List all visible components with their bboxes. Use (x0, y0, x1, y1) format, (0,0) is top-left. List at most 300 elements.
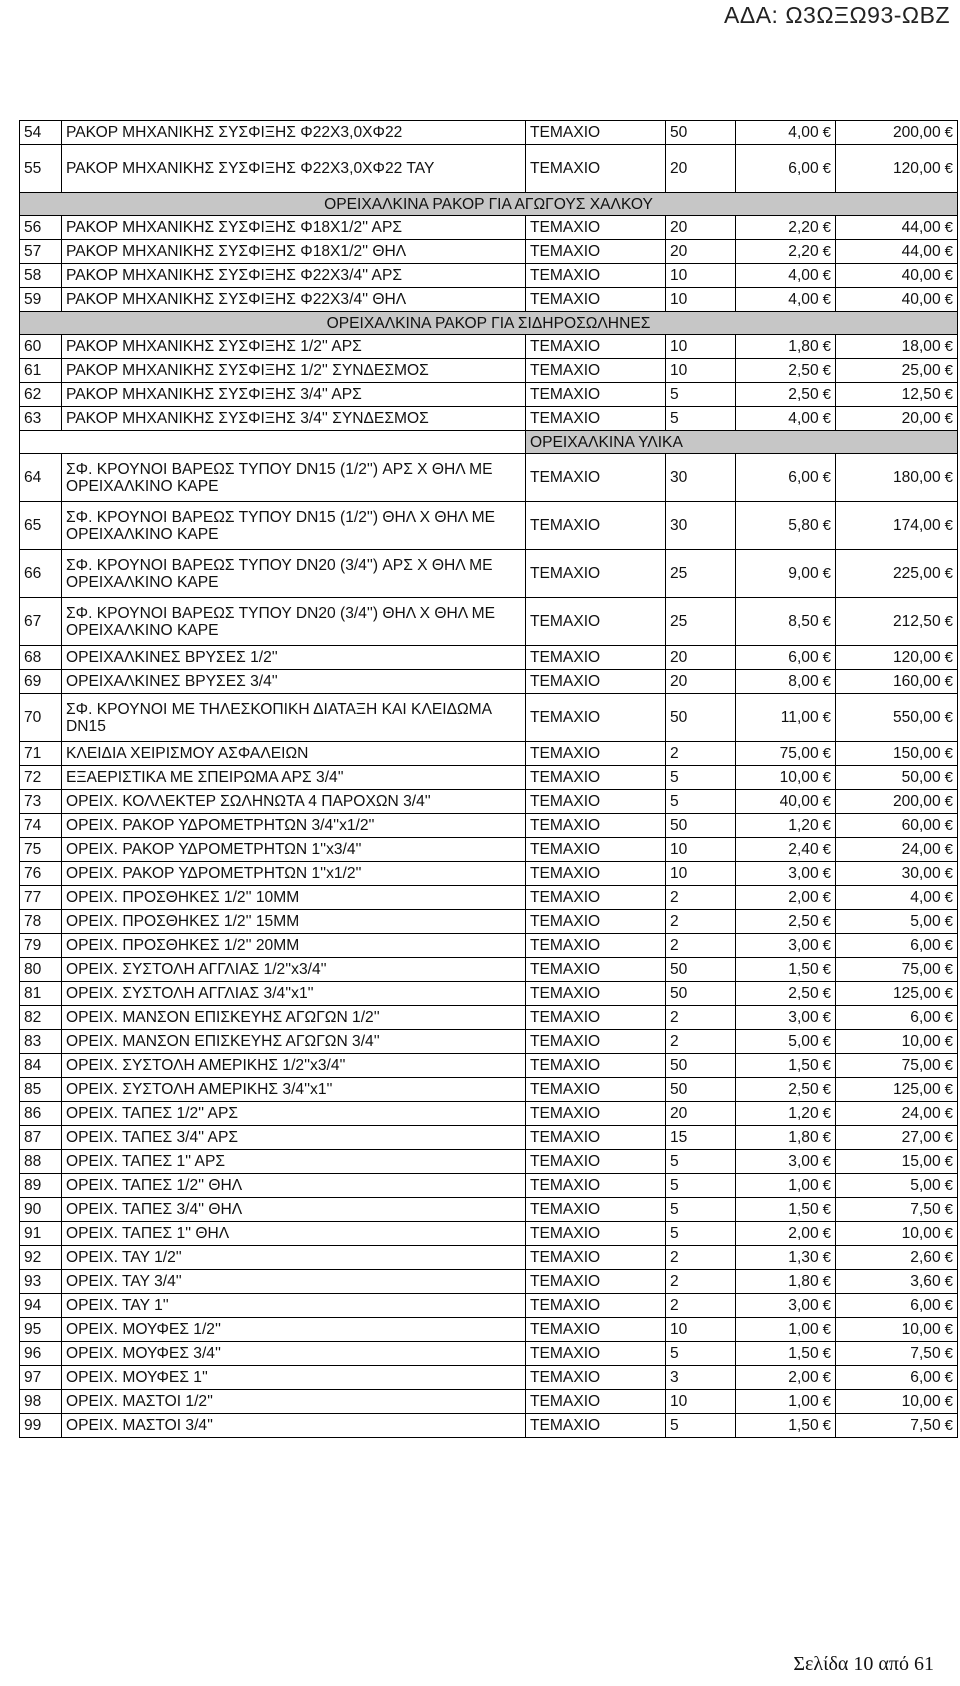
unit-price-value: 1,00 (788, 1393, 819, 1410)
euro-symbol: € (822, 1201, 831, 1218)
euro-symbol: € (944, 865, 953, 882)
item-total-cell (836, 1414, 958, 1438)
item-unit-cell: ΤΕΜΑΧΙΟ (526, 1294, 666, 1318)
item-quantity-cell: 5 (666, 1174, 736, 1198)
item-description-cell: ΟΡΕΙΧ. ΜΑΝΣΟΝ ΕΠΙΣΚΕΥΗΣ ΑΓΩΓΩΝ 1/2'' (62, 1006, 526, 1030)
total-value: 120,00 (892, 649, 941, 666)
total-value: 75,00 (901, 961, 941, 978)
euro-symbol: € (822, 961, 831, 978)
item-total-cell (836, 838, 958, 862)
item-total-cell (836, 240, 958, 264)
item-total-cell (836, 1270, 958, 1294)
table-row (20, 670, 958, 694)
item-total-cell (836, 1126, 958, 1150)
item-total-cell (836, 1294, 958, 1318)
item-total-cell (836, 790, 958, 814)
item-number-cell: 60 (20, 335, 62, 359)
item-unit-price-cell (736, 240, 836, 264)
item-unit-price-cell (736, 1366, 836, 1390)
item-quantity-cell: 10 (666, 264, 736, 288)
euro-symbol: € (822, 673, 831, 690)
euro-symbol: € (822, 889, 831, 906)
item-description-cell: ΡΑΚΟΡ ΜΗΧΑΝΙΚΗΣ ΣΥΣΦΙΞΗΣ Φ22Χ3/4'' ΑΡΣ (62, 264, 526, 288)
euro-symbol: € (822, 1345, 831, 1362)
total-value: 6,00 (910, 1009, 941, 1026)
euro-symbol: € (822, 124, 831, 141)
total-value: 75,00 (901, 1057, 941, 1074)
euro-symbol: € (822, 1321, 831, 1338)
item-unit-cell: ΤΕΜΑΧΙΟ (526, 1102, 666, 1126)
table-row (20, 1222, 958, 1246)
item-number-cell: 99 (20, 1414, 62, 1438)
item-description-cell: ΣΦ. ΚΡΟΥΝΟΙ ΜΕ ΤΗΛΕΣΚΟΠΙΚΗ ΔΙΑΤΑΞΗ ΚΑΙ ΚΛΕΙΔΩΜΑ DN15 (62, 694, 526, 742)
table-row (20, 1390, 958, 1414)
item-unit-price-cell (736, 335, 836, 359)
item-unit-price-cell (736, 145, 836, 193)
euro-symbol: € (944, 410, 953, 427)
total-value: 160,00 (892, 673, 941, 690)
item-quantity-cell: 50 (666, 814, 736, 838)
item-description-cell: ΟΡΕΙΧ. ΠΡΟΣΘΗΚΕΣ 1/2'' 20ΜΜ (62, 934, 526, 958)
item-quantity-cell: 10 (666, 288, 736, 312)
unit-price-value: 1,00 (788, 1321, 819, 1338)
unit-price-value: 4,00 (788, 267, 819, 284)
item-number-cell: 96 (20, 1342, 62, 1366)
item-unit-cell: ΤΕΜΑΧΙΟ (526, 862, 666, 886)
euro-symbol: € (822, 160, 831, 177)
item-total-cell (836, 934, 958, 958)
total-value: 7,50 (910, 1345, 941, 1362)
item-description-cell: ΟΡΕΙΧ. ΠΡΟΣΘΗΚΕΣ 1/2'' 15ΜΜ (62, 910, 526, 934)
item-quantity-cell: 20 (666, 240, 736, 264)
item-total-cell (836, 550, 958, 598)
euro-symbol: € (944, 961, 953, 978)
item-unit-cell: ΤΕΜΑΧΙΟ (526, 1342, 666, 1366)
euro-symbol: € (822, 410, 831, 427)
item-total-cell (836, 1222, 958, 1246)
euro-symbol: € (944, 1249, 953, 1266)
item-number-cell: 77 (20, 886, 62, 910)
item-quantity-cell: 50 (666, 121, 736, 145)
item-quantity-cell: 30 (666, 454, 736, 502)
total-value: 10,00 (901, 1225, 941, 1242)
euro-symbol: € (944, 1033, 953, 1050)
item-description-cell: ΡΑΚΟΡ ΜΗΧΑΝΙΚΗΣ ΣΥΣΦΙΞΗΣ 3/4'' ΑΡΣ (62, 383, 526, 407)
euro-symbol: € (944, 1057, 953, 1074)
table-row (20, 790, 958, 814)
item-unit-cell: ΤΕΜΑΧΙΟ (526, 958, 666, 982)
item-unit-price-cell (736, 407, 836, 431)
item-description-cell: ΟΡΕΙΧ. ΤΑΥ 1'' (62, 1294, 526, 1318)
item-total-cell (836, 862, 958, 886)
euro-symbol: € (822, 1057, 831, 1074)
item-total-cell (836, 1342, 958, 1366)
item-number-cell: 95 (20, 1318, 62, 1342)
unit-price-value: 8,50 (788, 613, 819, 630)
item-number-cell: 58 (20, 264, 62, 288)
item-number-cell: 64 (20, 454, 62, 502)
unit-price-value: 4,00 (788, 291, 819, 308)
unit-price-value: 1,50 (788, 1417, 819, 1434)
euro-symbol: € (944, 1369, 953, 1386)
item-unit-price-cell (736, 1318, 836, 1342)
item-quantity-cell: 30 (666, 502, 736, 550)
item-quantity-cell: 5 (666, 766, 736, 790)
item-description-cell: ΡΑΚΟΡ ΜΗΧΑΝΙΚΗΣ ΣΥΣΦΙΞΗΣ Φ18Χ1/2'' ΑΡΣ (62, 216, 526, 240)
item-unit-cell: ΤΕΜΑΧΙΟ (526, 1078, 666, 1102)
item-unit-cell: ΤΕΜΑΧΙΟ (526, 1246, 666, 1270)
euro-symbol: € (944, 793, 953, 810)
section-blank-cell (20, 431, 526, 454)
item-number-cell: 75 (20, 838, 62, 862)
euro-symbol: € (822, 709, 831, 726)
table-row (20, 1102, 958, 1126)
item-unit-price-cell (736, 1150, 836, 1174)
item-quantity-cell: 10 (666, 359, 736, 383)
euro-symbol: € (822, 1153, 831, 1170)
unit-price-value: 1,80 (788, 1129, 819, 1146)
euro-symbol: € (822, 1033, 831, 1050)
item-quantity-cell: 3 (666, 1366, 736, 1390)
item-unit-price-cell (736, 982, 836, 1006)
item-description-cell: ΟΡΕΙΧ. ΤΑΥ 3/4'' (62, 1270, 526, 1294)
item-quantity-cell: 2 (666, 1246, 736, 1270)
item-quantity-cell: 5 (666, 1342, 736, 1366)
euro-symbol: € (944, 1273, 953, 1290)
item-quantity-cell: 10 (666, 1390, 736, 1414)
unit-price-value: 9,00 (788, 565, 819, 582)
item-quantity-cell: 10 (666, 335, 736, 359)
item-total-cell (836, 407, 958, 431)
item-unit-price-cell (736, 1030, 836, 1054)
euro-symbol: € (822, 1225, 831, 1242)
table-row (20, 1078, 958, 1102)
item-number-cell: 63 (20, 407, 62, 431)
items-table-body (20, 121, 958, 1438)
euro-symbol: € (822, 1393, 831, 1410)
table-row (20, 886, 958, 910)
table-row (20, 1246, 958, 1270)
item-number-cell: 59 (20, 288, 62, 312)
item-description-cell: ΟΡΕΙΧ. ΤΑΠΕΣ 3/4'' ΑΡΣ (62, 1126, 526, 1150)
unit-price-value: 6,00 (788, 469, 819, 486)
item-total-cell (836, 646, 958, 670)
table-row (20, 502, 958, 550)
unit-price-value: 2,50 (788, 1081, 819, 1098)
total-value: 12,50 (901, 386, 941, 403)
section-title: ΟΡΕΙΧΑΛΚΙΝΑ ΥΛΙΚΑ (526, 431, 958, 454)
unit-price-value: 2,00 (788, 1225, 819, 1242)
euro-symbol: € (944, 673, 953, 690)
item-quantity-cell: 5 (666, 407, 736, 431)
item-unit-cell: ΤΕΜΑΧΙΟ (526, 502, 666, 550)
item-total-cell (836, 742, 958, 766)
table-row (20, 1342, 958, 1366)
item-unit-price-cell (736, 958, 836, 982)
item-number-cell: 91 (20, 1222, 62, 1246)
item-quantity-cell: 2 (666, 886, 736, 910)
item-unit-price-cell (736, 383, 836, 407)
table-row (20, 264, 958, 288)
item-unit-cell: ΤΕΜΑΧΙΟ (526, 383, 666, 407)
euro-symbol: € (944, 1153, 953, 1170)
item-unit-cell: ΤΕΜΑΧΙΟ (526, 790, 666, 814)
euro-symbol: € (822, 362, 831, 379)
total-value: 18,00 (901, 338, 941, 355)
item-unit-price-cell (736, 862, 836, 886)
euro-symbol: € (944, 613, 953, 630)
item-unit-price-cell (736, 598, 836, 646)
item-quantity-cell: 5 (666, 1414, 736, 1438)
table-row (20, 646, 958, 670)
euro-symbol: € (822, 1177, 831, 1194)
total-value: 174,00 (892, 517, 941, 534)
unit-price-value: 1,50 (788, 1201, 819, 1218)
unit-price-value: 11,00 (780, 709, 819, 726)
item-number-cell: 93 (20, 1270, 62, 1294)
euro-symbol: € (944, 1417, 953, 1434)
euro-symbol: € (944, 124, 953, 141)
item-unit-cell: ΤΕΜΑΧΙΟ (526, 1150, 666, 1174)
section-title: ΟΡΕΙΧΑΛΚΙΝΑ ΡΑΚΟΡ ΓΙΑ ΑΓΩΓΟΥΣ ΧΑΛΚΟΥ (20, 193, 958, 216)
item-unit-price-cell (736, 1102, 836, 1126)
item-unit-cell: ΤΕΜΑΧΙΟ (526, 766, 666, 790)
total-value: 40,00 (901, 291, 941, 308)
unit-price-value: 6,00 (788, 649, 819, 666)
item-quantity-cell: 50 (666, 1054, 736, 1078)
total-value: 4,00 (910, 889, 941, 906)
unit-price-value: 2,50 (788, 913, 819, 930)
euro-symbol: € (822, 745, 831, 762)
table-row (20, 240, 958, 264)
item-description-cell: ΟΡΕΙΧΑΛΚΙΝΕΣ ΒΡΥΣΕΣ 3/4'' (62, 670, 526, 694)
section-title: ΟΡΕΙΧΑΛΚΙΝΑ ΡΑΚΟΡ ΓΙΑ ΣΙΔΗΡΟΣΩΛΗΝΕΣ (20, 312, 958, 335)
total-value: 10,00 (901, 1033, 941, 1050)
item-unit-cell: ΤΕΜΑΧΙΟ (526, 982, 666, 1006)
total-value: 25,00 (901, 362, 941, 379)
table-row (20, 1030, 958, 1054)
total-value: 200,00 (892, 793, 941, 810)
unit-price-value: 2,20 (788, 243, 819, 260)
euro-symbol: € (944, 913, 953, 930)
table-row (20, 288, 958, 312)
item-unit-price-cell (736, 502, 836, 550)
item-quantity-cell: 10 (666, 862, 736, 886)
item-number-cell: 66 (20, 550, 62, 598)
item-quantity-cell: 5 (666, 1222, 736, 1246)
item-quantity-cell: 2 (666, 1270, 736, 1294)
total-value: 24,00 (901, 841, 941, 858)
euro-symbol: € (944, 362, 953, 379)
item-quantity-cell: 50 (666, 694, 736, 742)
item-unit-price-cell (736, 550, 836, 598)
euro-symbol: € (822, 1369, 831, 1386)
euro-symbol: € (822, 291, 831, 308)
item-total-cell (836, 1030, 958, 1054)
item-quantity-cell: 2 (666, 1294, 736, 1318)
item-unit-price-cell (736, 454, 836, 502)
total-value: 212,50 (892, 613, 941, 630)
euro-symbol: € (944, 219, 953, 236)
item-unit-price-cell (736, 1078, 836, 1102)
table-row (20, 910, 958, 934)
total-value: 6,00 (910, 1297, 941, 1314)
item-number-cell: 94 (20, 1294, 62, 1318)
euro-symbol: € (822, 793, 831, 810)
item-unit-cell: ΤΕΜΑΧΙΟ (526, 742, 666, 766)
item-unit-cell: ΤΕΜΑΧΙΟ (526, 1222, 666, 1246)
euro-symbol: € (944, 1201, 953, 1218)
item-quantity-cell: 2 (666, 742, 736, 766)
item-number-cell: 88 (20, 1150, 62, 1174)
item-quantity-cell: 20 (666, 216, 736, 240)
item-quantity-cell: 50 (666, 1078, 736, 1102)
unit-price-value: 8,00 (788, 673, 819, 690)
unit-price-value: 75,00 (779, 745, 819, 762)
euro-symbol: € (944, 889, 953, 906)
unit-price-value: 2,00 (788, 889, 819, 906)
table-row (20, 982, 958, 1006)
table-row (20, 550, 958, 598)
item-unit-cell: ΤΕΜΑΧΙΟ (526, 910, 666, 934)
table-row (20, 814, 958, 838)
item-quantity-cell: 15 (666, 1126, 736, 1150)
euro-symbol: € (944, 1393, 953, 1410)
item-number-cell: 92 (20, 1246, 62, 1270)
item-unit-cell: ΤΕΜΑΧΙΟ (526, 359, 666, 383)
euro-symbol: € (944, 1297, 953, 1314)
unit-price-value: 5,80 (788, 517, 819, 534)
item-number-cell: 89 (20, 1174, 62, 1198)
item-quantity-cell: 25 (666, 598, 736, 646)
total-value: 6,00 (910, 937, 941, 954)
table-row (20, 407, 958, 431)
euro-symbol: € (944, 817, 953, 834)
euro-symbol: € (944, 1129, 953, 1146)
item-number-cell: 69 (20, 670, 62, 694)
item-total-cell (836, 145, 958, 193)
item-unit-cell: ΤΕΜΑΧΙΟ (526, 1030, 666, 1054)
item-unit-cell: ΤΕΜΑΧΙΟ (526, 886, 666, 910)
item-total-cell (836, 910, 958, 934)
item-description-cell: ΡΑΚΟΡ ΜΗΧΑΝΙΚΗΣ ΣΥΣΦΙΞΗΣ 3/4'' ΣΥΝΔΕΣΜΟΣ (62, 407, 526, 431)
table-row (20, 359, 958, 383)
total-value: 7,50 (910, 1417, 941, 1434)
unit-price-value: 1,20 (788, 817, 819, 834)
item-total-cell (836, 216, 958, 240)
item-unit-cell: ΤΕΜΑΧΙΟ (526, 264, 666, 288)
item-description-cell: ΣΦ. ΚΡΟΥΝΟΙ ΒΑΡΕΩΣ ΤΥΠΟΥ DN20 (3/4'') ΘΗΛ Χ ΘΗΛ ΜΕ ΟΡΕΙΧΑΛΚΙΝΟ ΚΑΡΕ (62, 598, 526, 646)
item-number-cell: 79 (20, 934, 62, 958)
item-unit-price-cell (736, 1174, 836, 1198)
item-unit-cell: ΤΕΜΑΧΙΟ (526, 121, 666, 145)
euro-symbol: € (822, 1273, 831, 1290)
item-description-cell: ΟΡΕΙΧ. ΤΑΥ 1/2'' (62, 1246, 526, 1270)
euro-symbol: € (944, 709, 953, 726)
item-description-cell: ΟΡΕΙΧ. ΠΡΟΣΘΗΚΕΣ 1/2'' 10ΜΜ (62, 886, 526, 910)
item-unit-price-cell (736, 359, 836, 383)
euro-symbol: € (944, 517, 953, 534)
total-value: 7,50 (910, 1201, 941, 1218)
total-value: 125,00 (892, 985, 941, 1002)
item-number-cell: 84 (20, 1054, 62, 1078)
total-value: 60,00 (901, 817, 941, 834)
euro-symbol: € (944, 745, 953, 762)
item-quantity-cell: 5 (666, 790, 736, 814)
table-row (20, 121, 958, 145)
item-description-cell: ΣΦ. ΚΡΟΥΝΟΙ ΒΑΡΕΩΣ ΤΥΠΟΥ DN15 (1/2'') ΑΡΣ Χ ΘΗΛ ΜΕ ΟΡΕΙΧΑΛΚΙΝΟ ΚΑΡΕ (62, 454, 526, 502)
total-value: 15,00 (901, 1153, 941, 1170)
table-row (20, 145, 958, 193)
item-quantity-cell: 50 (666, 958, 736, 982)
item-total-cell (836, 814, 958, 838)
item-description-cell: ΡΑΚΟΡ ΜΗΧΑΝΙΚΗΣ ΣΥΣΦΙΞΗΣ Φ22Χ3/4'' ΘΗΛ (62, 288, 526, 312)
item-total-cell (836, 335, 958, 359)
item-unit-cell: ΤΕΜΑΧΙΟ (526, 1054, 666, 1078)
euro-symbol: € (822, 469, 831, 486)
item-number-cell: 85 (20, 1078, 62, 1102)
item-description-cell: ΟΡΕΙΧ. ΤΑΠΕΣ 1'' ΘΗΛ (62, 1222, 526, 1246)
unit-price-value: 10,00 (779, 769, 819, 786)
item-unit-cell: ΤΕΜΑΧΙΟ (526, 694, 666, 742)
item-unit-cell: ΤΕΜΑΧΙΟ (526, 838, 666, 862)
unit-price-value: 1,80 (788, 1273, 819, 1290)
item-number-cell: 65 (20, 502, 62, 550)
item-description-cell: ΣΦ. ΚΡΟΥΝΟΙ ΒΑΡΕΩΣ ΤΥΠΟΥ DN20 (3/4'') ΑΡΣ Χ ΘΗΛ ΜΕ ΟΡΕΙΧΑΛΚΙΝΟ ΚΑΡΕ (62, 550, 526, 598)
euro-symbol: € (822, 1297, 831, 1314)
item-number-cell: 81 (20, 982, 62, 1006)
item-number-cell: 55 (20, 145, 62, 193)
unit-price-value: 4,00 (788, 410, 819, 427)
item-total-cell (836, 383, 958, 407)
item-number-cell: 74 (20, 814, 62, 838)
item-number-cell: 73 (20, 790, 62, 814)
item-quantity-cell: 20 (666, 670, 736, 694)
item-unit-price-cell (736, 886, 836, 910)
item-quantity-cell: 2 (666, 934, 736, 958)
total-value: 5,00 (910, 913, 941, 930)
total-value: 44,00 (901, 243, 941, 260)
table-row (20, 1318, 958, 1342)
item-number-cell: 87 (20, 1126, 62, 1150)
item-unit-cell: ΤΕΜΑΧΙΟ (526, 407, 666, 431)
item-unit-cell: ΤΕΜΑΧΙΟ (526, 288, 666, 312)
item-unit-cell: ΤΕΜΑΧΙΟ (526, 1198, 666, 1222)
item-unit-price-cell (736, 1126, 836, 1150)
item-unit-price-cell (736, 694, 836, 742)
table-row (20, 862, 958, 886)
unit-price-value: 1,80 (788, 338, 819, 355)
item-total-cell (836, 1054, 958, 1078)
unit-price-value: 3,00 (788, 865, 819, 882)
total-value: 20,00 (901, 410, 941, 427)
euro-symbol: € (822, 613, 831, 630)
item-unit-price-cell (736, 790, 836, 814)
total-value: 10,00 (901, 1321, 941, 1338)
unit-price-value: 3,00 (788, 1009, 819, 1026)
unit-price-value: 5,00 (788, 1033, 819, 1050)
item-total-cell (836, 598, 958, 646)
total-value: 24,00 (901, 1105, 941, 1122)
table-row (20, 383, 958, 407)
item-unit-price-cell (736, 1342, 836, 1366)
item-quantity-cell: 2 (666, 1030, 736, 1054)
item-unit-price-cell (736, 121, 836, 145)
euro-symbol: € (822, 338, 831, 355)
table-row (20, 934, 958, 958)
total-value: 150,00 (892, 745, 941, 762)
item-unit-price-cell (736, 216, 836, 240)
